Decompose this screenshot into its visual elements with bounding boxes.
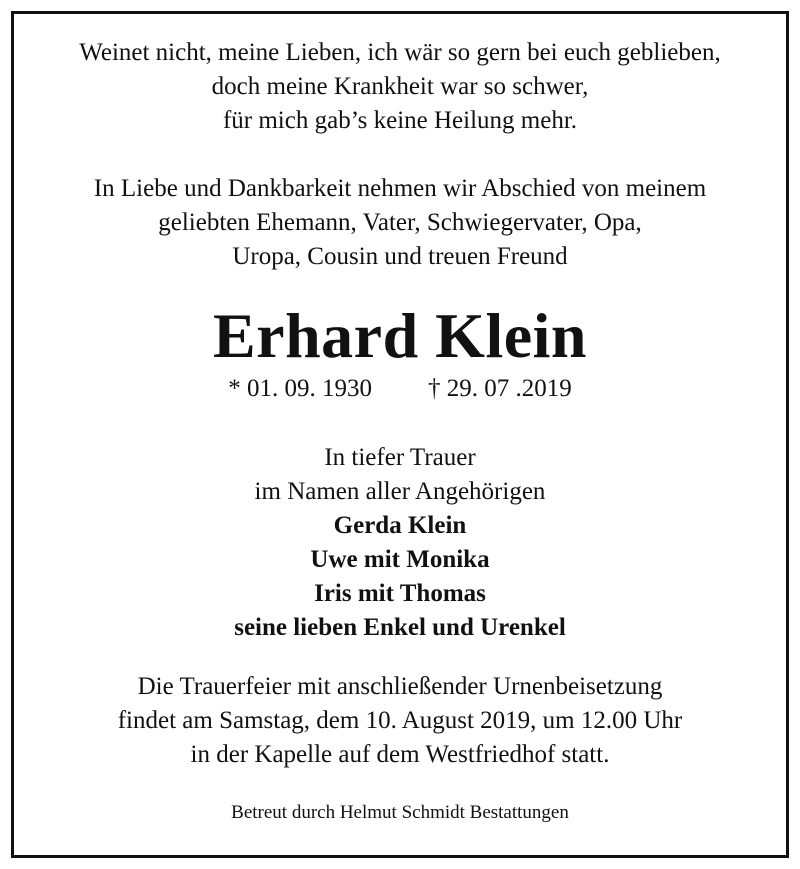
- intro-line-3: Uropa, Cousin und treuen Freund: [232, 243, 568, 270]
- funeral-home-credit: Betreut durch Helmut Schmidt Bestattungen: [231, 802, 569, 823]
- poem-line-2: doch meine Krankheit war so schwer,: [211, 73, 589, 100]
- mourning-line-2: im Namen aller Angehörigen: [254, 478, 546, 505]
- mourning-line-1: In tiefer Trauer: [324, 444, 476, 471]
- poem-verse: [14, 36, 786, 138]
- mourner-name: seine lieben Enkel und Urenkel: [234, 614, 566, 641]
- mourner-name: Uwe mit Monika: [310, 546, 490, 573]
- mourner-name: Iris mit Thomas: [314, 580, 486, 607]
- ceremony-line-2: findet am Samstag, dem 10. August 2019, um 12.00 Uhr: [117, 707, 683, 734]
- mourners-section: [14, 441, 786, 645]
- intro-line-2: geliebten Ehemann, Vater, Schwiegervater, Opa,: [158, 209, 642, 236]
- obituary-frame: [11, 11, 789, 858]
- mourner-name: Gerda Klein: [333, 512, 467, 539]
- deceased-name: Erhard Klein: [212, 300, 588, 371]
- death-date: † 29. 07 .2019: [428, 375, 572, 402]
- life-dates: [14, 372, 786, 406]
- ceremony-info: [14, 670, 786, 772]
- intro-line-1: In Liebe und Dankbarkeit nehmen wir Abschied von meinem: [93, 175, 707, 202]
- poem-line-3: für mich gab’s keine Heilung mehr.: [222, 107, 578, 134]
- ceremony-line-3: in der Kapelle auf dem Westfriedhof statt.: [190, 741, 610, 768]
- poem-line-1: Weinet nicht, meine Lieben, ich wär so gern bei euch geblieben,: [79, 39, 721, 66]
- ceremony-line-1: Die Trauerfeier mit anschließender Urnenbeisetzung: [137, 673, 663, 700]
- farewell-intro: [14, 172, 786, 274]
- birth-date: * 01. 09. 1930: [228, 375, 372, 402]
